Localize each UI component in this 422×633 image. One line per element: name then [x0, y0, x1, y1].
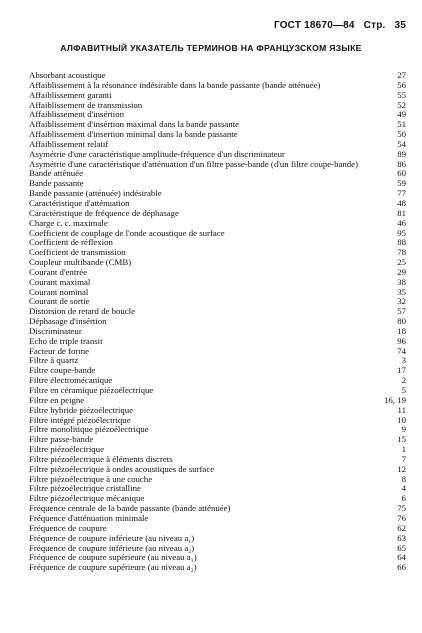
index-term: Asymétrie d'une caractéristique amplitude-fréquence d'un discriminateur: [29, 148, 285, 159]
index-page-number: 95: [397, 227, 406, 238]
index-term: Filtre passe-bande: [29, 434, 94, 445]
index-term: Courant d'entrée: [29, 266, 88, 277]
index-term: Bande attênuée: [29, 168, 83, 179]
index-term: Filtre piézoélectrique: [29, 444, 104, 455]
index-term: Filtre coupe-bande: [29, 365, 96, 376]
index-term: Filtre électromécanique: [29, 375, 113, 386]
index-page-number: 78: [397, 247, 406, 258]
index-page-number: 50: [397, 129, 406, 140]
index-page-number: 49: [397, 109, 406, 120]
index-term: Affaiblissement d'insértion maximal dans la bande passante: [29, 119, 240, 130]
index-page-number: 16, 19: [384, 394, 406, 405]
index-page-number: 48: [397, 197, 406, 208]
page-header: [268, 20, 406, 31]
index-page-number: 12: [397, 463, 406, 474]
index-term: Affaiblissement de transmission: [29, 99, 143, 110]
index-term: Courant de sortie: [29, 296, 90, 307]
index-page-number: 86: [397, 158, 406, 169]
index-term: Filtre piézoélectrique à ondes acoustiques de surface: [29, 463, 215, 474]
index-term: Filtre piézoélectrique à éléments discrets: [29, 453, 173, 464]
index-page-number: 80: [397, 316, 406, 327]
index-page-number: 81: [397, 207, 406, 218]
index-page-number: 2: [401, 375, 406, 386]
index-page-number: 56: [397, 79, 406, 90]
standard-number: ГОСТ 18670—84: [273, 20, 355, 31]
index-page-number: 63: [397, 532, 406, 543]
index-term: Courant maximal: [29, 276, 91, 287]
index-term: Filtre intégré piézoélectrique: [29, 414, 131, 425]
index-term: Affaiblissement à la résonance indésirable dans la bande passante (bande atténuée): [29, 79, 321, 90]
index-term: Fréquence de coupure inférieure (au niveau a₂): [29, 542, 195, 553]
index-page-number: 11: [397, 404, 406, 415]
index-page-number: 27: [397, 70, 406, 80]
page-number: 35: [394, 20, 406, 31]
index-page-number: 62: [397, 522, 406, 533]
index-term: Affaiblissement d'insértion: [29, 109, 124, 120]
index-page-number: 1: [401, 444, 406, 455]
index-page-number: 18: [397, 325, 406, 336]
index-term: Caractéristique d'atténuation: [29, 197, 130, 208]
index-page-number: 9: [401, 424, 406, 435]
index-page-number: 54: [397, 138, 406, 149]
index-page-number: 51: [397, 119, 406, 130]
index-entry: [0, 563, 422, 573]
index-page-number: 76: [397, 512, 406, 523]
index-page-number: 96: [397, 335, 406, 346]
index-page-number: 57: [397, 306, 406, 317]
index-page-number: 75: [397, 503, 406, 514]
index-page-number: 10: [397, 414, 406, 425]
index-page-number: 46: [397, 217, 406, 228]
index-page-number: 5: [401, 385, 406, 395]
index-page-number: 17: [397, 365, 406, 376]
index-term: Charge c. c. maximale: [29, 217, 108, 228]
index-title: АЛФАВИТНЫЙ УКАЗАТЕЛЬ ТЕРМИНОВ НА ФРАНЦУЗСКОМ ЯЗЫКЕ: [60, 43, 362, 53]
index-page-number: 77: [397, 188, 406, 199]
index-term: Coefficient de transmission: [29, 247, 126, 258]
index-term: Filtre monolitique piézoélectrique: [29, 424, 149, 435]
index-page-number: 74: [397, 345, 406, 356]
index-term: Filtre en peigne: [29, 394, 85, 405]
index-term: Fréquence centrale de la bande passante (bande atténuée): [29, 503, 231, 514]
index-page-number: 89: [397, 148, 406, 159]
index-term: Absorbant acoustique: [29, 70, 106, 80]
index-page-number: 66: [397, 562, 406, 573]
index-page-number: 15: [397, 434, 406, 445]
index-term: Discriminateur: [29, 325, 82, 336]
index-page-number: 52: [397, 99, 406, 110]
index-page-number: 29: [397, 266, 406, 277]
index-page-number: 88: [397, 237, 406, 248]
term-index-list: [0, 71, 422, 573]
index-page-number: 65: [397, 542, 406, 553]
index-page-number: 8: [401, 473, 406, 484]
index-term: Filtre piézoélectrique mécanique: [29, 493, 145, 504]
index-page-number: 7: [401, 453, 406, 464]
index-page-number: 64: [397, 552, 406, 563]
index-term: Affaiblissement d'insertion minimal dans la bande passante: [29, 129, 238, 140]
index-term: Filtre à quartz: [29, 355, 79, 366]
index-term: Fréquence d'atténuation minimale: [29, 512, 149, 523]
index-page-number: 25: [397, 257, 406, 268]
index-term: Fréquence de coupure inférieure (au niveau a₁): [29, 532, 195, 543]
index-term: Asymétrie d'une caractéristique d'atténuation d'un filtre passe-bande (d'un filtre coupe-bande): [29, 158, 359, 169]
index-term: Déphasage d'insértion: [29, 316, 107, 327]
page-label: Стр.: [363, 20, 386, 31]
index-term: Affaiblissement garanti: [29, 89, 112, 100]
index-term: Courant nominal: [29, 286, 89, 297]
index-term: Distorsion de retard de boucle: [29, 306, 136, 317]
index-page-number: 3: [401, 355, 406, 366]
index-term: Coupleur multibande (CMB): [29, 257, 132, 268]
index-term: Bande passante: [29, 178, 84, 189]
index-term: Caractéristique de fréquence de déphasage: [29, 207, 179, 218]
index-term: Echo de triple transit: [29, 335, 103, 346]
index-page-number: 35: [397, 286, 406, 297]
index-term: Filtre piézoélectrique à une couche: [29, 473, 153, 484]
index-term: Filtre hybride piézoélectrique: [29, 404, 134, 415]
index-page-number: 60: [397, 168, 406, 179]
index-page-number: 55: [397, 89, 406, 100]
index-term: Fréquence de coupure supérieure (au niveau a₂): [29, 562, 197, 573]
index-term: Fréquence de coupure: [29, 522, 107, 533]
index-term: Coefficient de couplage de l'onde acoustique de surface: [29, 227, 225, 238]
index-page-number: 32: [397, 296, 406, 307]
index-page-number: 4: [401, 483, 406, 494]
index-page-number: 38: [397, 276, 406, 287]
index-term: Filtre en céramique piézoélectrique: [29, 385, 154, 395]
index-page-number: 6: [401, 493, 406, 504]
index-page-number: 59: [397, 178, 406, 189]
index-term: Bande passante (atténuée) indésirable: [29, 188, 162, 199]
index-term: Coefficient de réflexion: [29, 237, 113, 248]
index-term: Filtre piézoélectrique cristalline: [29, 483, 141, 494]
index-term: Fréquence de coupure supérieure (au niveau a₁): [29, 552, 197, 563]
index-term: Affaiblissement relatif: [29, 138, 109, 149]
index-term: Facteur de forme: [29, 345, 90, 356]
